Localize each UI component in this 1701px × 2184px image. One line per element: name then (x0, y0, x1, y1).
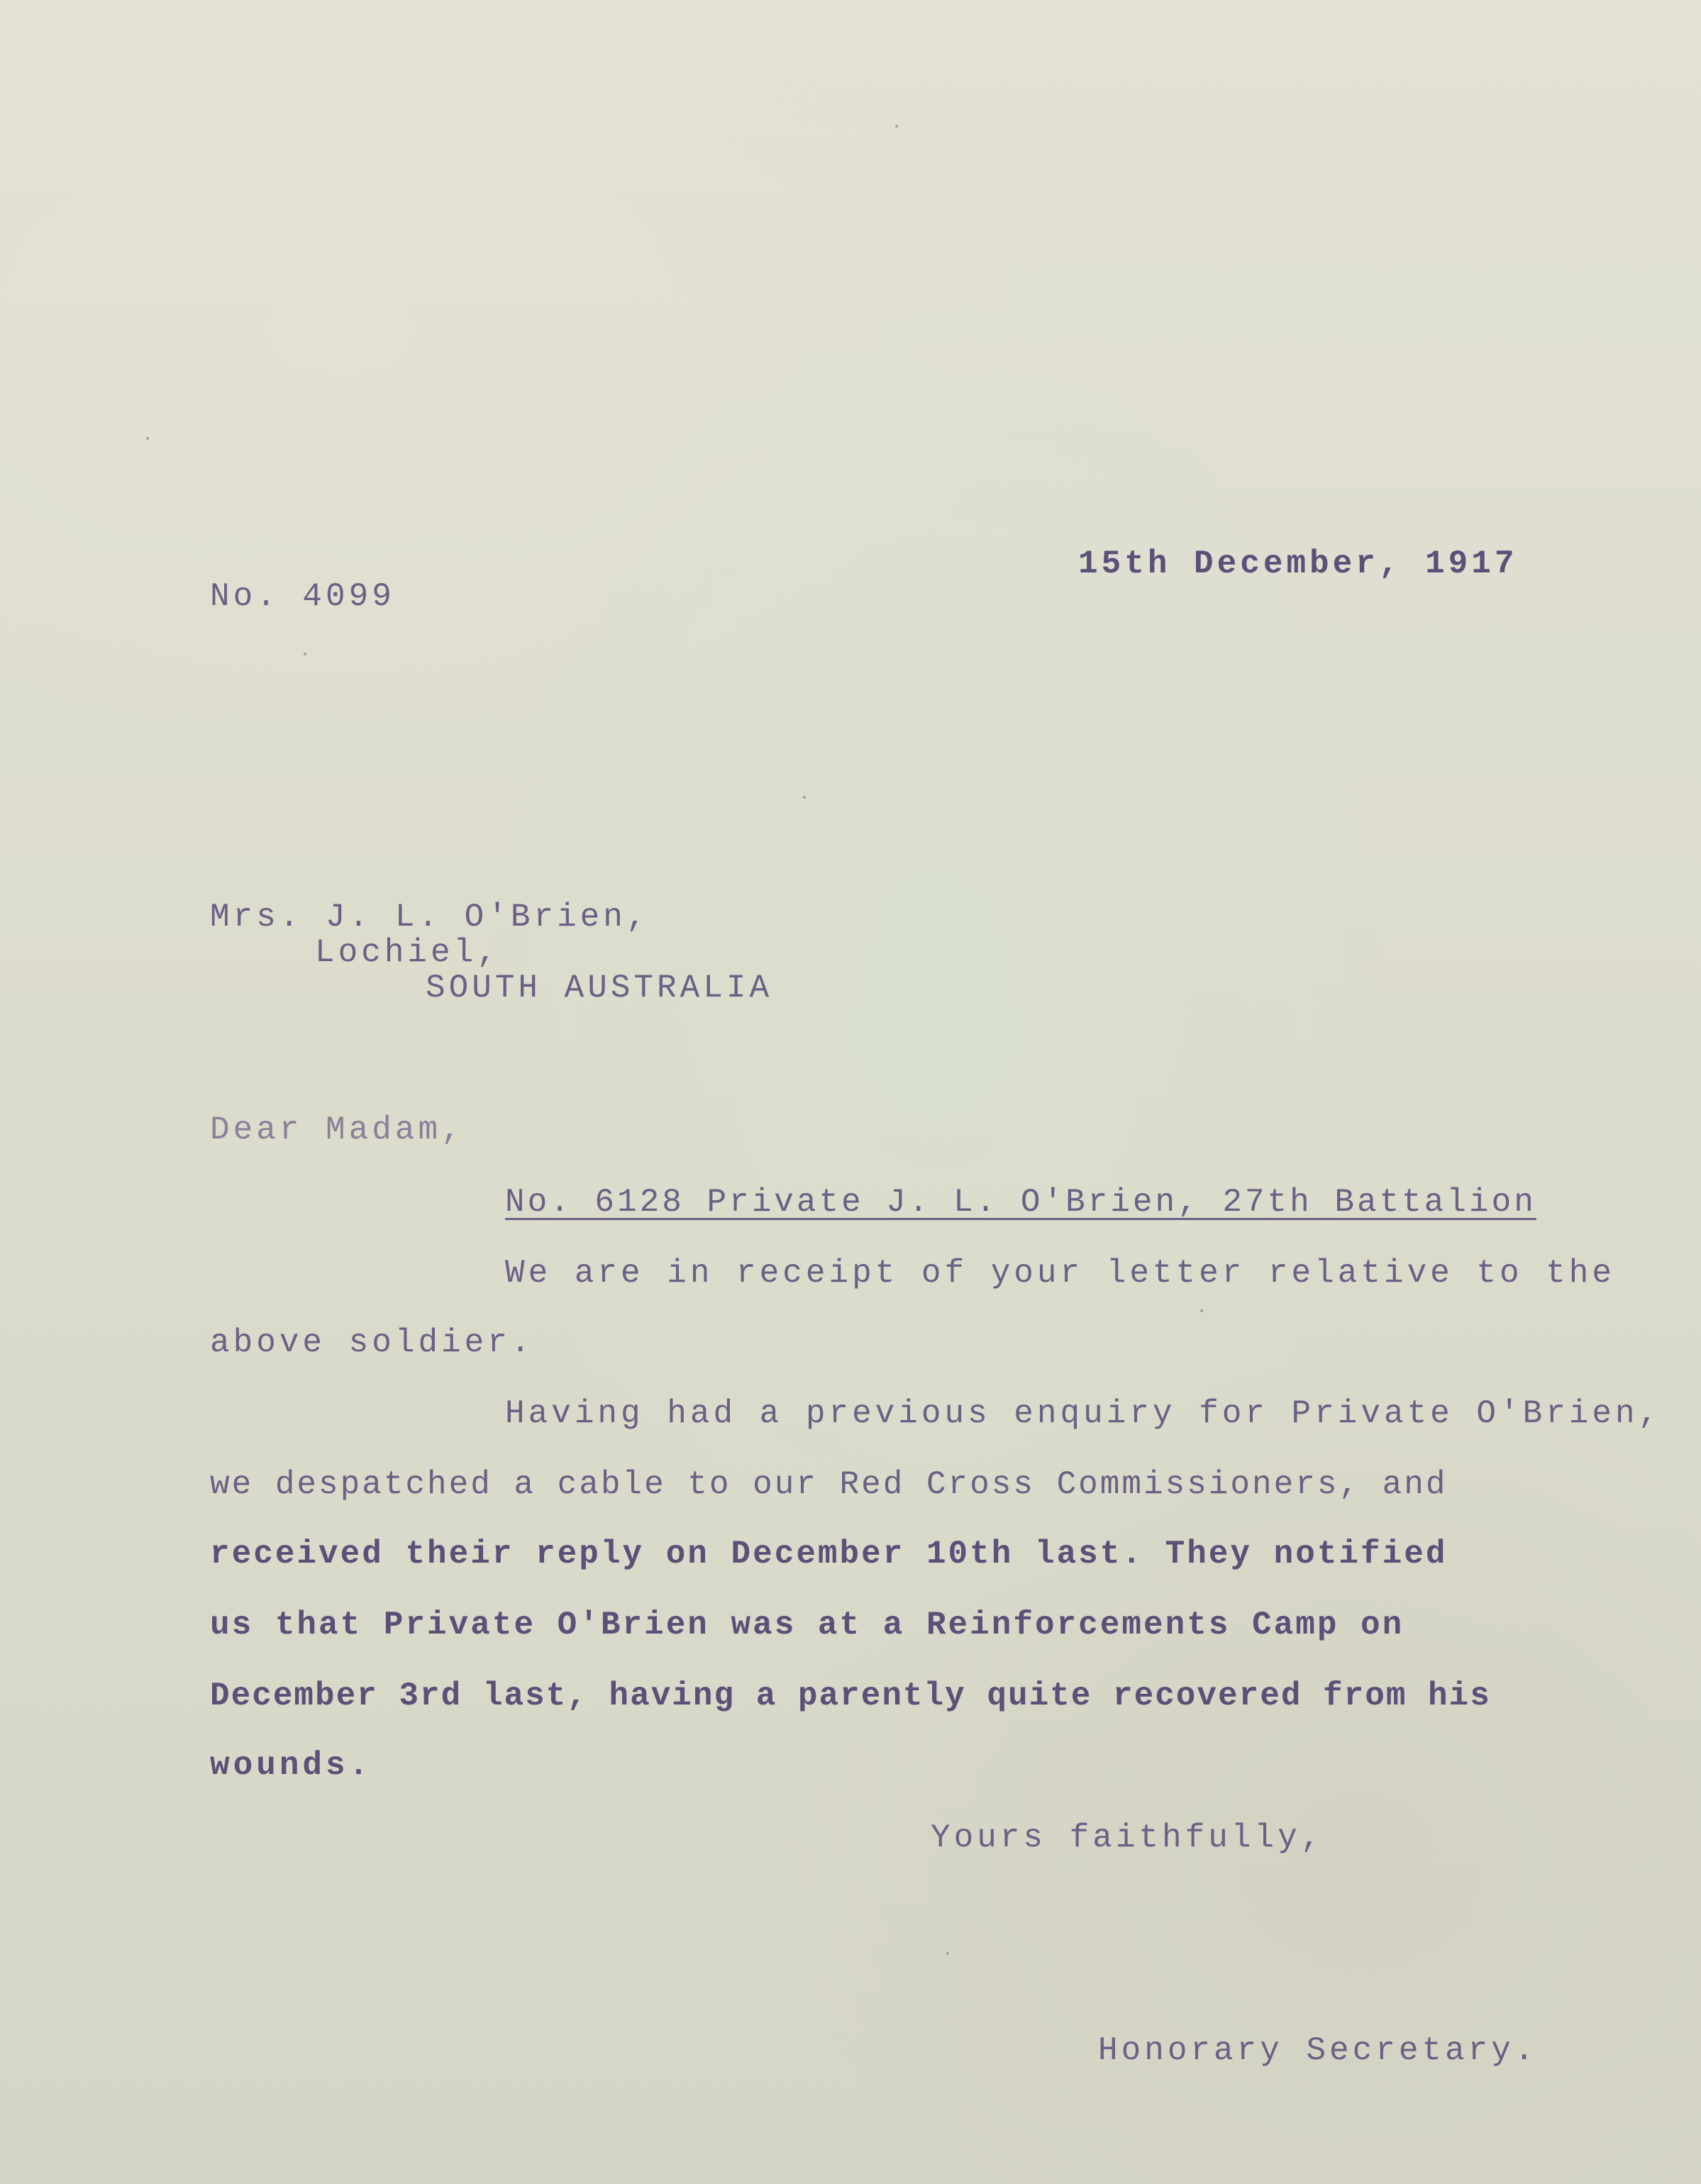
body-line: we despatched a cable to our Red Cross Commissioners, and (210, 1466, 1448, 1503)
paper-speck (146, 437, 149, 440)
recipient-state: SOUTH AUSTRALIA (426, 970, 773, 1007)
body-line: received their reply on December 10th last. They notified (210, 1536, 1448, 1573)
body-line: December 3rd last, having a parently quite recovered from his (210, 1678, 1491, 1714)
paper-speck (803, 796, 806, 799)
paper-speck (895, 125, 898, 128)
recipient-locality: Lochiel, (315, 934, 500, 971)
reference-number: No. 4099 (210, 578, 395, 615)
body-line: us that Private O'Brien was at a Reinforcements Camp on (210, 1607, 1404, 1643)
paper-speck (1200, 1309, 1203, 1312)
letter-date: 15th December, 1917 (1078, 545, 1518, 582)
body-line: wounds. (210, 1747, 372, 1784)
paper-speck (946, 1952, 949, 1955)
body-line: Having had a previous enquiry for Private O'Brien, (505, 1395, 1662, 1432)
body-line: above soldier. (210, 1324, 534, 1361)
subject-line: No. 6128 Private J. L. O'Brien, 27th Battalion (505, 1184, 1536, 1221)
paper-speck (304, 653, 306, 655)
closing: Yours faithfully, (931, 1819, 1324, 1856)
recipient-name: Mrs. J. L. O'Brien, (210, 899, 650, 936)
signatory-title: Honorary Secretary. (1098, 2032, 1538, 2069)
body-line: We are in receipt of your letter relative to the (505, 1255, 1616, 1292)
salutation: Dear Madam, (210, 1112, 465, 1148)
